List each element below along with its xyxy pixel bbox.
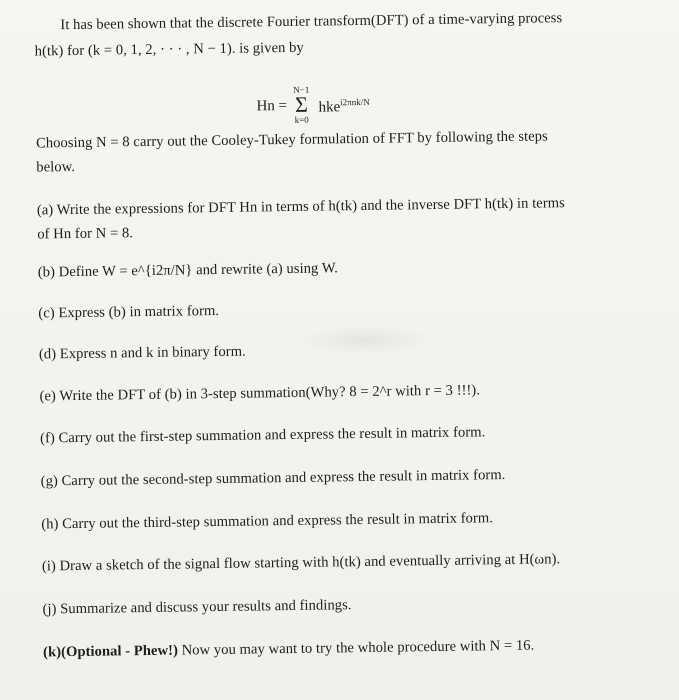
item-g: (g) Carry out the second-step summation and express the result in matrix form.: [40, 466, 506, 490]
summation-lower-limit: k=0: [294, 114, 309, 125]
sigma-glyph: Σ: [294, 91, 309, 117]
item-i: (i) Draw a sketch of the signal flow starting with h(tk) and eventually arriving at H(ωn).: [41, 551, 561, 575]
formula-exponent: i2πnk/N: [340, 96, 370, 108]
item-k-text: Now you may want to try the whole procedure with N = 16.: [181, 637, 535, 659]
formula-rhs: [318, 97, 369, 117]
item-f: (f) Carry out the first-step summation and express the result in matrix form.: [40, 424, 486, 447]
summation-upper-limit: N−1: [293, 84, 310, 95]
item-k: [43, 638, 534, 662]
item-k-label: (k)(Optional - Phew!): [43, 642, 179, 661]
instructions-line-2: below.: [36, 158, 76, 176]
item-c: (c) Express (b) in matrix form.: [38, 302, 220, 322]
page-smudge: [295, 324, 435, 356]
item-a-line-2: of Hn for N = 8.: [37, 225, 134, 243]
item-b: (b) Define W = e^{i2π/N} and rewrite (a) using W.: [37, 260, 339, 281]
instructions-line-1: Choosing N = 8 carry out the Cooley-Tukey formulation of FFT by following the steps: [35, 128, 548, 152]
item-d: (d) Express n and k in binary form.: [38, 343, 246, 363]
dft-formula: [256, 80, 437, 138]
item-a-line-1: (a) Write the expressions for DFT Hn in terms of h(tk) and the inverse DFT h(tk) in terms: [36, 195, 565, 219]
summation-symbol: [288, 85, 315, 125]
formula-base: e: [333, 99, 341, 116]
item-j: (j) Summarize and discuss your results and findings.: [42, 597, 352, 618]
formula-lhs: Hn =: [256, 98, 288, 115]
item-e: (e) Write the DFT of (b) in 3-step summation(Why? 8 = 2^r with r = 3 !!!).: [39, 382, 481, 405]
item-h: (h) Carry out the third-step summation and express the result in matrix form.: [41, 510, 494, 533]
intro-line-1: It has been shown that the discrete Fourier transform(DFT) of a time-varying process: [60, 10, 563, 34]
intro-line-2: h(tk) for (k = 0, 1, 2, · · · , N − 1). is given by: [34, 39, 304, 60]
formula-term: hk: [318, 99, 334, 116]
